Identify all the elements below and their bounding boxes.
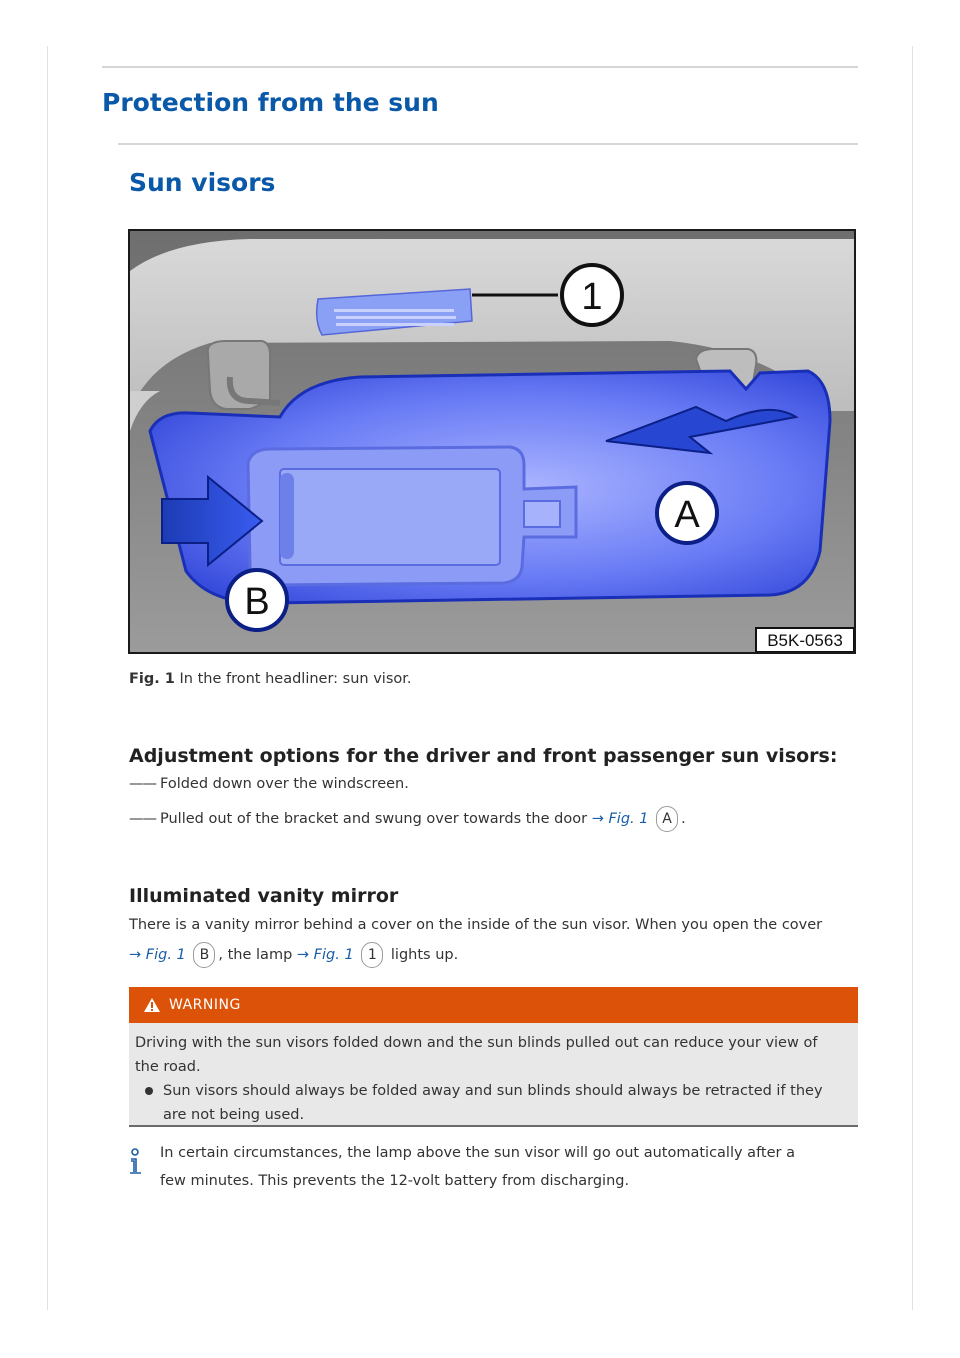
info-note [160, 1139, 795, 1195]
adjustment-item: —— Folded down over the windscreen. [129, 776, 409, 792]
warning-box [129, 987, 858, 1127]
warning-triangle-icon [143, 997, 161, 1013]
figure-caption-text: In the front headliner: sun visor. [179, 671, 412, 687]
warning-text-line-2: the road. [135, 1059, 201, 1075]
vanity-paragraph-line-1: There is a vanity mirror behind a cover on the inside of the sun visor. When you open the cover [129, 917, 823, 933]
left-margin-line [47, 46, 48, 1310]
figure-caption-label: Fig. 1 [129, 671, 175, 687]
right-margin-line [912, 46, 913, 1310]
fig-1-link[interactable]: → Fig. 1 [129, 947, 186, 963]
section-divider [118, 143, 858, 145]
warning-text-line-1: Driving with the sun visors folded down and the sun blinds pulled out can reduce your view of [135, 1035, 818, 1051]
top-divider [102, 66, 858, 68]
vanity-heading: Illuminated vanity mirror [129, 885, 399, 907]
warning-header [129, 987, 858, 1023]
callout-a [657, 483, 717, 543]
adjustment-item: —— Pulled out of the bracket and swung over towards the door → Fig. 1 A . [129, 806, 686, 832]
fig-1-link[interactable]: → Fig. 1 [296, 947, 354, 963]
figure-code: B5K-0563 [767, 631, 843, 650]
svg-text:1: 1 [581, 276, 603, 318]
marker-b: B [193, 942, 215, 968]
marker-1: 1 [361, 942, 383, 968]
info-line-2: few minutes. This prevents the 12-volt battery from discharging. [160, 1173, 630, 1189]
figure-caption [129, 671, 412, 687]
svg-text:B: B [244, 581, 270, 623]
section-title: Sun visors [129, 168, 276, 197]
svg-text:A: A [674, 494, 700, 536]
vanity-paragraph-line-2: → Fig. 1 B , the lamp → Fig. 1 1 lights up. [129, 942, 458, 968]
fig-1-link[interactable]: → Fig. 1 [591, 811, 649, 827]
page-title: Protection from the sun [102, 88, 439, 117]
adjustment-heading: Adjustment options for the driver and front passenger sun visors: [129, 745, 838, 767]
bullet-dot [145, 1087, 153, 1095]
info-line-1: In certain circumstances, the lamp above the sun visor will go out automatically after a [160, 1145, 795, 1161]
sun-visor-illustration [128, 229, 856, 654]
callout-b [227, 570, 287, 630]
info-icon [127, 1148, 143, 1176]
warning-label: WARNING [169, 997, 241, 1013]
callout-1 [562, 265, 622, 325]
warning-bullet: Sun visors should always be folded away and sun blinds should always be retracted if they are not being used. [135, 1079, 850, 1127]
marker-a: A [656, 806, 678, 832]
